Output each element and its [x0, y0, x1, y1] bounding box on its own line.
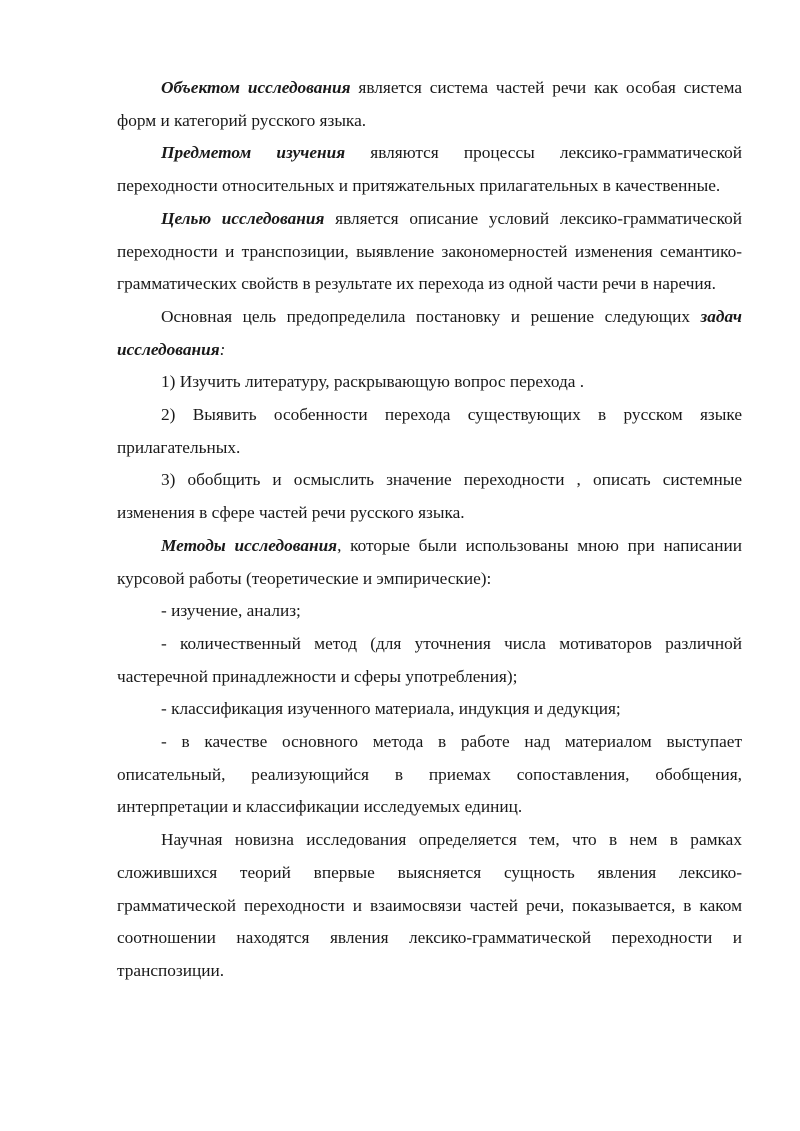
- list-item-task-1: [117, 366, 742, 399]
- term-object-of-research: Объектом исследования: [161, 78, 351, 97]
- paragraph-text: - классификация изученного материала, индукция и дедукция;: [161, 699, 621, 719]
- paragraph-text: является система частей речи как особая система форм и категорий русского языка.: [117, 78, 742, 130]
- paragraph-object-of-research: [117, 72, 742, 137]
- paragraph-text: Научная новизна исследования определяется тем, что в нем в рамках сложившихся теорий впервые выясняется сущность явления лексико-грамматической переходности и взаимосвязи частей речи, показывается, в каком соотношении находятся явления лексико-грамматической переходности и транспозиции.: [117, 830, 742, 980]
- term-subject-of-study: Предметом изучения: [161, 143, 346, 163]
- paragraph-text: - изучение, анализ;: [161, 601, 301, 621]
- paragraph-text: - в качестве основного метода в работе над материалом выступает описательный, реализующийся в приемах сопоставления, обобщения, интерпретации и классификации исследуемых единиц.: [117, 732, 742, 817]
- list-item-method-1: [117, 595, 742, 628]
- paragraph-text: 2) Выявить особенности перехода существующих в русском языке прилагательных.: [117, 405, 742, 457]
- paragraph-research-methods: [117, 530, 742, 595]
- paragraph-scientific-novelty: [117, 824, 742, 988]
- paragraph-text: , которые были использованы мною при написании курсовой работы (теоретические и эмпирические):: [117, 535, 742, 588]
- paragraph-research-tasks-intro: [117, 301, 742, 366]
- document-body: [117, 72, 742, 988]
- term-research-goal: Целью исследования: [161, 208, 325, 228]
- paragraph-text: 1) Изучить литературу, раскрывающую вопрос перехода .: [161, 372, 585, 392]
- paragraph-text: - количественный метод (для уточнения числа мотиваторов различной частеречной принадлежности и сферы употребления);: [117, 633, 742, 686]
- paragraph-subject-of-study: [117, 137, 742, 202]
- paragraph-text: является описание условий лексико-грамматической переходности и транспозиции, выявление закономерностей изменения семантико-грамматических свойств в результате их перехода из одной части речи в наречия.: [117, 208, 742, 294]
- list-item-method-2: [117, 628, 742, 693]
- list-item-task-3: [117, 464, 742, 529]
- term-research-tasks: задач исследования: [117, 306, 742, 359]
- term-research-methods: Методы исследования: [161, 535, 338, 555]
- list-item-method-3: [117, 693, 742, 726]
- paragraph-research-goal: [117, 203, 742, 301]
- paragraph-text: Основная цель предопределила постановку и решение следующих: [161, 306, 701, 326]
- paragraph-text: 3) обобщить и осмыслить значение переходности , описать системные изменения в сфере частей речи русского языка.: [117, 470, 742, 523]
- paragraph-text: являются процессы лексико-грамматической переходности относительных и притяжательных прилагательных в качественные.: [117, 143, 742, 196]
- paragraph-text: :: [219, 339, 226, 359]
- list-item-task-2: [117, 399, 742, 464]
- list-item-method-4: [117, 726, 742, 824]
